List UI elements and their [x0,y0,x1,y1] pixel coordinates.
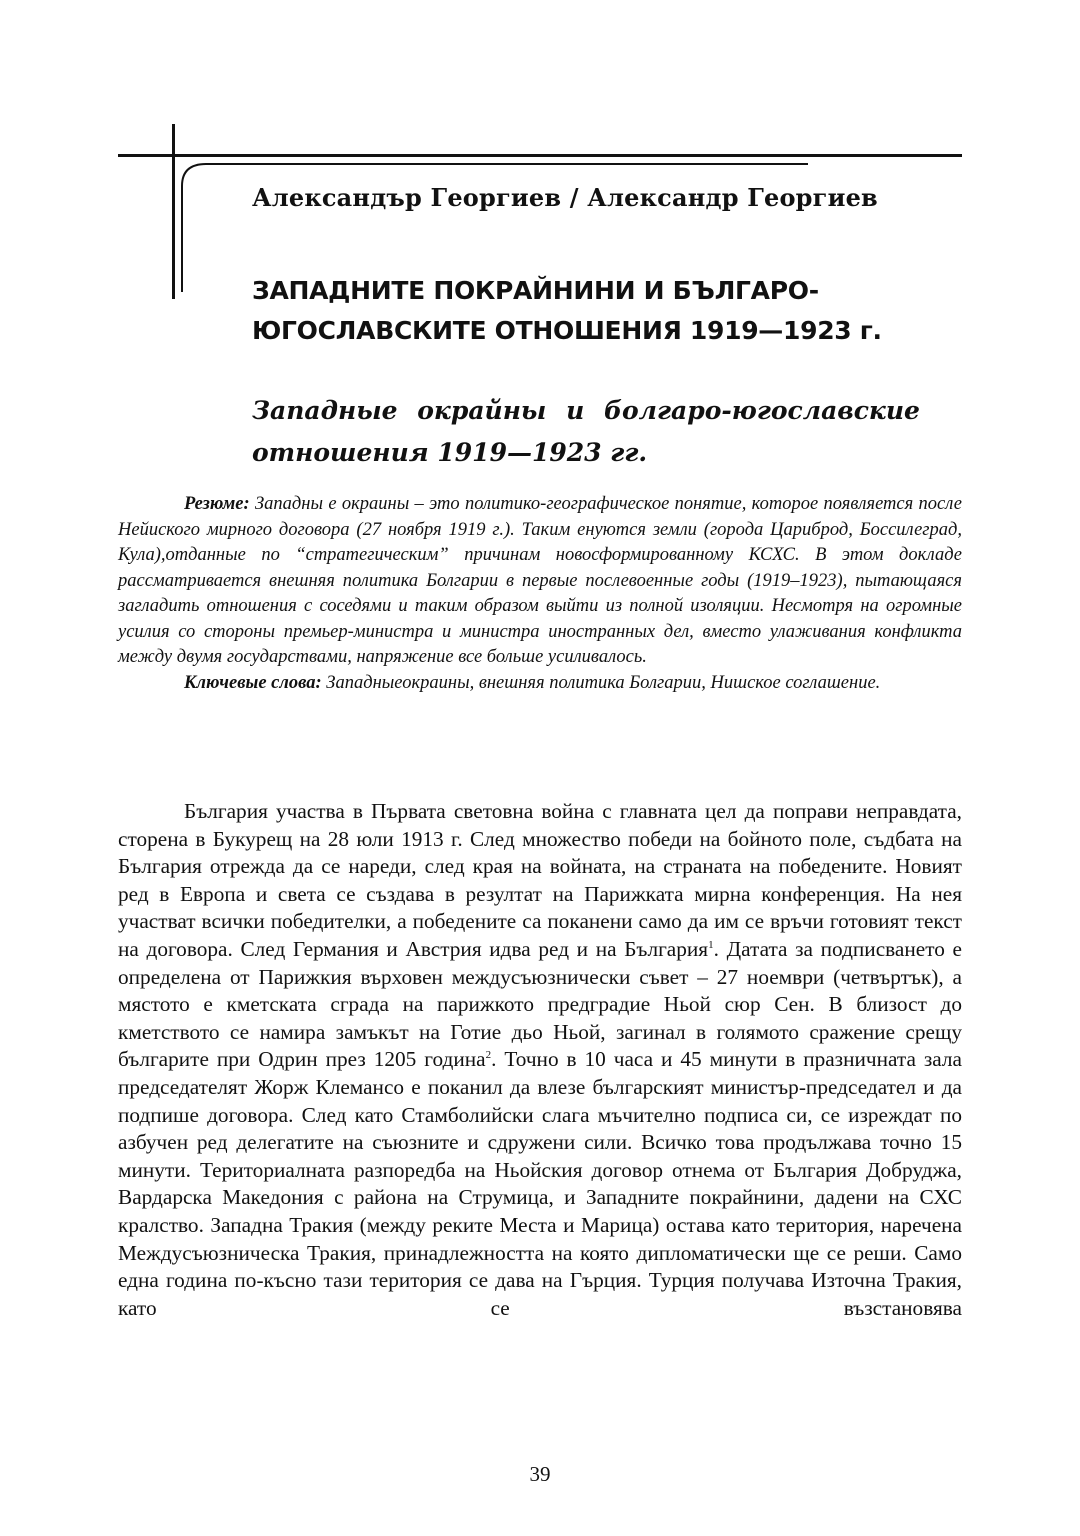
title-russian [252,390,964,474]
header-horizontal-rule [118,154,962,157]
keywords-text: Западныеокраины, внешняя политика Болгарии, Нишское соглашение. [321,672,881,693]
author-line: Александър Георгиев / Александр Георгиев [252,183,878,212]
abstract-block [118,492,962,696]
abstract-text: Западны е окраины – это политико-географическое понятие, которое появляется после Нейиского мирного договора (27 ноября 1919 г.). Таким енуются земли (города Цариброд, Боссилеград, Кула),отданные по “стратегическим” причинам новосформированному КСХС. В этом докладе рассматривается внешняя политика Болгарии в первые послевоенные годы (1919–1923), пытающаяся загладить отношения с соседями и таким образом выйти из полной изоляции. Несмотря на огромные усилия со стороны премьер-министра и министра иностранных дел, вместо улаживания конфликта между двумя государствами, напряжение все больше усиливалось. [118,494,962,667]
footnote-ref-1[interactable]: 1 [708,938,714,951]
body-text [118,798,962,1322]
title-russian-line-2: отношения 1919—1923 гг. [252,438,648,467]
body-text-part-1: България участва в Първата световна война с главната цел да поправи неправдата, сторена в Букурещ на 28 юли 1913 г. След множество победи на бойното поле, съдбата на България отрежда да се нареди, след края на войната, на страната на победените. Новият ред в Европа и света се създава в резултат на Парижката мирна конференция. На нея участват всички победителки, а победените са поканени само да им се връчи готовият текст на договора. След Германия и Австрия идва ред и на България [118,799,962,961]
title-russian-line-1: Западные окрайны и болгаро-югославские [252,396,920,425]
body-text-part-2: . Датата за подписването е определена от Парижкия върховен междусъюзнически съвет – 27 ноември (четвъртък), а мястото е кметската сграда на парижкото предградие Ньой сюр Сен. В близост до кметството се намира замъкът на Готие дьо Ньой, загинал в голямото сражение срещу българите при Одрин през 1205 година [118,936,962,1072]
footnote-ref-2[interactable]: 2 [485,1049,492,1062]
keywords-paragraph [118,671,962,697]
abstract-label: Резюме: [184,494,250,514]
abstract-paragraph [118,492,962,671]
page-number: 39 [529,1462,551,1486]
body-text-part-3: . Точно в 10 часа и 45 минути в празничната зала председателят Жорж Клемансо е поканил да влезе българският министър-председател и да подпише договора. След като Стамболийски слага мъчително подписа си, се изреждат по азбучен ред делегатите на съюзните и сдружени сили. Всичко това продължава точно 15 минути. Териториалната разпоредба на Ньойския договор отнема от България Добруджа, Вардарска Македония с района на Струмица, и Западните покрайнини, дадени на СХС кралство. Западна Тракия (между реките Места и Марица) остава като територия, наречена Междусъюзническа Тракия, принадлежността на която дипломатически ще се реши. Само една година по-късно тази територия се дава на Гърция. Турция получава Източна Тракия, като се възстановява [118,1047,962,1320]
title-bulgarian [252,271,972,351]
header-vertical-rule [172,124,175,299]
keywords-label: Ключевые слова: [184,672,322,693]
title-bulgarian-line-1: ЗАПАДНИТЕ ПОКРАЙНИНИ И БЪЛГАРО- [252,276,819,305]
title-bulgarian-line-2: ЮГОСЛАВСКИТЕ ОТНОШЕНИЯ 1919—1923 г. [252,316,882,345]
body-paragraph [118,798,962,1322]
